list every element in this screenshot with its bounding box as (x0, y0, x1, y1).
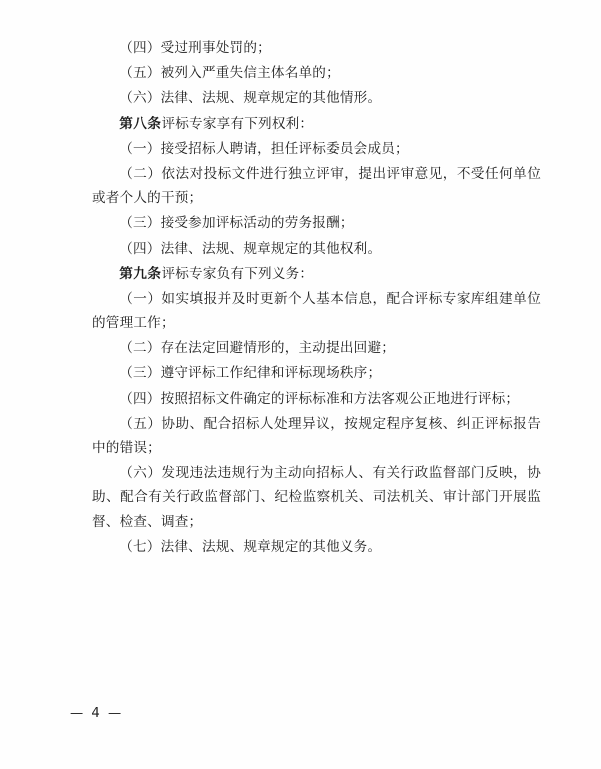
article-paragraph (92, 262, 541, 286)
article-heading: 第八条 (119, 115, 162, 132)
article-paragraph (92, 112, 541, 136)
list-item: （六）发现违法违规行为主动向招标人、有关行政监督部门反映，协助、配合有关行政监督部门、纪检监察机关、司法机关、审计部门开展监督、检查、调查； (92, 465, 541, 530)
document-body (92, 36, 541, 559)
list-item: （四）法律、法规、规章规定的其他权利。 (119, 240, 382, 257)
list-item: （五）被列入严重失信主体名单的； (119, 65, 340, 82)
list-item: （四）按照招标文件确定的评标标准和方法客观公正地进行评标； (119, 390, 520, 407)
list-item: （三）遵守评标工作纪律和评标现场秩序； (119, 365, 382, 382)
list-item: （二）存在法定回避情形的，主动提出回避； (119, 340, 396, 357)
list-item: （二）依法对投标文件进行独立评审，提出评审意见，不受任何单位或者个人的干预； (92, 165, 541, 207)
page-number: — 4 — (70, 706, 124, 721)
list-item: （一）接受招标人聘请，担任评标委员会成员； (119, 140, 409, 157)
article-text: 评标专家享有下列权利： (161, 115, 314, 132)
list-item: （一）如实填报并及时更新个人基本信息，配合评标专家库组建单位的管理工作； (92, 290, 541, 332)
list-item: （六）法律、法规、规章规定的其他情形。 (119, 90, 382, 107)
list-item: （五）协助、配合招标人处理异议，按规定程序复核、纠正评标报告中的错误； (92, 415, 541, 456)
list-item: （四）受过刑事处罚的； (119, 40, 271, 56)
article-heading: 第九条 (119, 265, 162, 282)
article-text: 评标专家负有下列义务： (161, 265, 314, 282)
list-item: （三）接受参加评标活动的劳务报酬； (119, 215, 354, 232)
list-item: （七）法律、法规、规章规定的其他义务。 (119, 538, 382, 555)
